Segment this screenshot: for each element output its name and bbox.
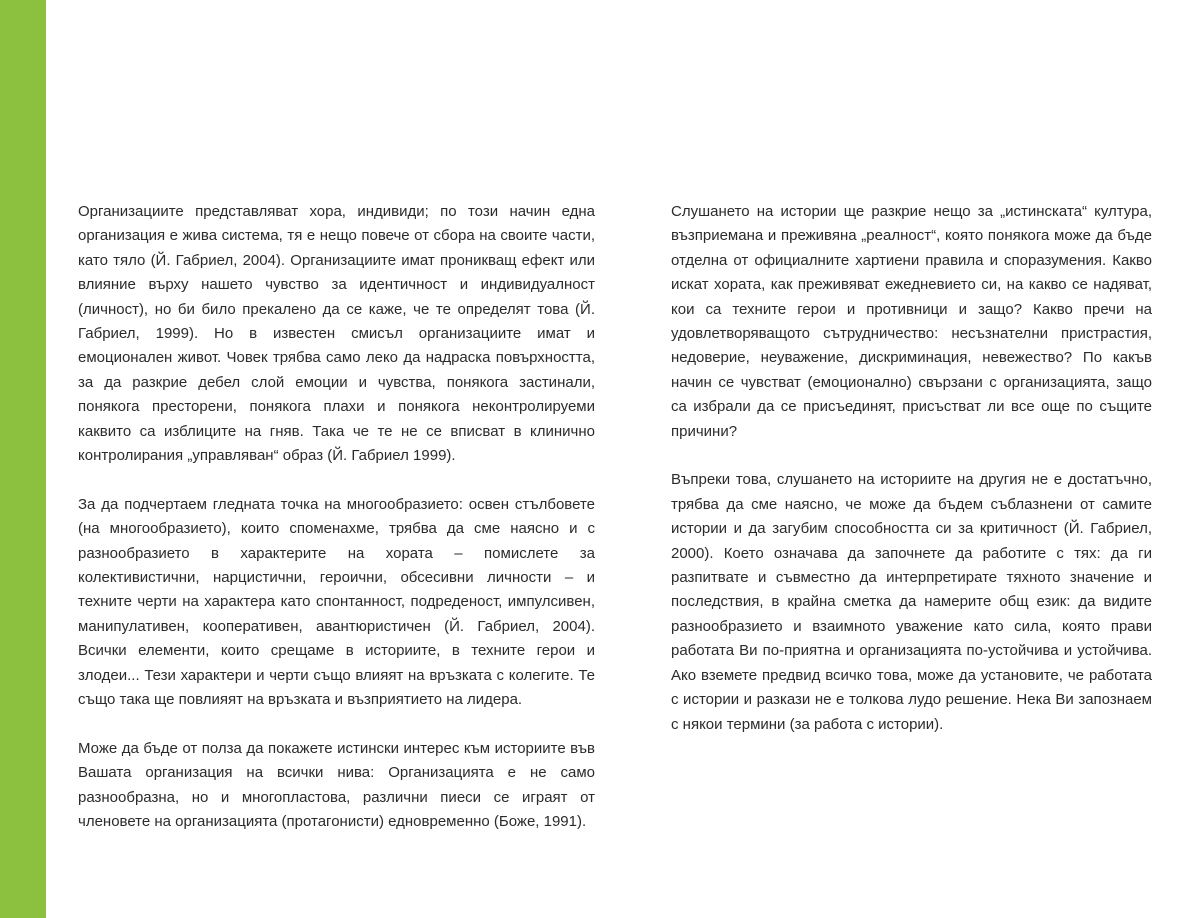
- paragraph: Може да бъде от полза да покажете истински интерес към историите във Вашата организация на всички нива: Организацията е не само разнообразна, но и многопластова, различни пиеси се играят от членовете на организацията (протагонисти) едновременно (Боже, 1991).: [78, 739, 595, 831]
- paragraph: Организациите представляват хора, индивиди; по този начин една организация е жива система, тя е нещо повече от сбора на своите части, като тяло (Й. Габриел, 2004). Организациите имат проникващ ефект или влияние върху нашето чувство за идентичност и индивидуалност (личност), но би било прекалено да се каже, че те определят това (Й. Габриел, 1999). Но в известен смисъл организациите имат и емоционален живот. Човек трябва само леко да надраска повърхността, за да разкрие дебел слой емоции и чувства, понякога застинали, понякога престорени, понякога плахи и понякога неконтролируеми каквито са изблиците на гняв. Така че те не се вписват в клинично контролирания „управляван“ образ (Й. Габриел 1999).: [78, 203, 595, 465]
- paragraph: За да подчертаем гледната точка на многообразието: освен стълбовете (на многообразието), които споменахме, трябва да сме наясно и с разнообразието в характерите на хората – помислете за колективистични, нарцистични, героични, обсесивни личности – и техните черти на характера като спонтанност, подреденост, импулсивен, манипулативен, кооперативен, авантюристичен (Й. Габриел, 2004). Всички елементи, които срещаме в историите, в техните герои и злодеи... Тези характери и черти също влияят на връзката с колегите. Те също така ще повлияят на връзката и възприятието на лидера.: [78, 495, 595, 709]
- left-text-column: [78, 200, 595, 859]
- paragraph: Въпреки това, слушането на историите на другия не е достатъчно, трябва да сме наясно, че може да бъдем съблазнени от самите истории и да загубим способността си за критичност (Й. Габриел, 2000). Което означава да започнете да работите с тях: да ги разпитвате и съвместно да интерпретирате тяхното значение и последствия, в крайна сметка да намерите общ език: да видите разнообразието и взаимното уважение като сила, която прави работата Ви по-приятна и организацията по-устойчива и устойчива. Ако вземете предвид всичко това, може да установите, че работата с истории и разкази не е толкова лудо решение. Нека Ви запознаем с някои термини (за работа с истории).: [671, 471, 1152, 733]
- accent-side-bar: [0, 0, 46, 918]
- right-text-column: [671, 200, 1152, 761]
- paragraph: Слушането на истории ще разкрие нещо за „истинската“ култура, възприемана и преживяна „реалност“, която понякога може да бъде отделна от официалните хартиени правила и споразумения. Какво искат хората, как преживяват ежедневието си, на какво се надяват, кои са техните герои и противници и защо? Какво пречи на удовлетворяващото сътрудничество: несъзнателни пристрастия, недоверие, неуважение, дискриминация, невежество? По какъв начин се чувстват (емоционално) свързани с организацията, защо са избрали да се присъединят, присъстват ли все още по същите причини?: [671, 203, 1152, 440]
